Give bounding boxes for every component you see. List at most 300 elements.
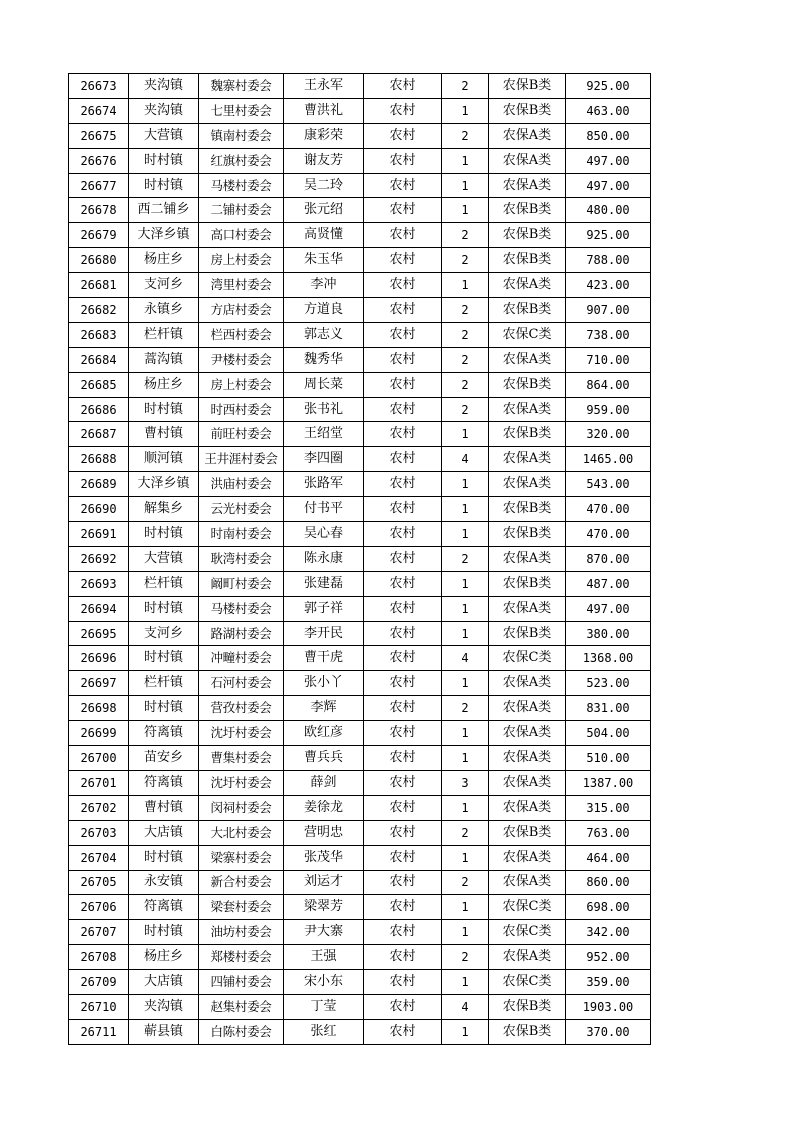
record-id-cell: 26673	[69, 74, 129, 99]
household-count-cell: 1	[442, 1019, 489, 1044]
town-cell: 符离镇	[129, 770, 199, 795]
record-id-cell: 26675	[69, 123, 129, 148]
town-cell: 栏杆镇	[129, 571, 199, 596]
village-committee-cell: 曹集村委会	[199, 746, 284, 771]
table-row	[69, 298, 651, 323]
amount-cell: 870.00	[566, 546, 651, 571]
village-committee-cell: 冲疃村委会	[199, 646, 284, 671]
village-committee-cell: 云光村委会	[199, 497, 284, 522]
insurance-category-cell: 农保A类	[489, 123, 566, 148]
amount-cell: 315.00	[566, 795, 651, 820]
town-cell: 杨庄乡	[129, 945, 199, 970]
area-type-cell: 农村	[364, 770, 442, 795]
insurance-category-cell: 农保B类	[489, 223, 566, 248]
insurance-category-cell: 农保A类	[489, 696, 566, 721]
village-committee-cell: 营孜村委会	[199, 696, 284, 721]
person-name-cell: 姜徐龙	[284, 795, 364, 820]
town-cell: 时村镇	[129, 148, 199, 173]
record-id-cell: 26708	[69, 945, 129, 970]
insurance-category-cell: 农保B类	[489, 298, 566, 323]
person-name-cell: 郭子祥	[284, 596, 364, 621]
household-count-cell: 1	[442, 273, 489, 298]
amount-cell: 342.00	[566, 920, 651, 945]
person-name-cell: 王绍堂	[284, 422, 364, 447]
area-type-cell: 农村	[364, 571, 442, 596]
person-name-cell: 张红	[284, 1019, 364, 1044]
town-cell: 大营镇	[129, 123, 199, 148]
table-row	[69, 621, 651, 646]
person-name-cell: 吴二玲	[284, 173, 364, 198]
town-cell: 时村镇	[129, 845, 199, 870]
area-type-cell: 农村	[364, 472, 442, 497]
insurance-category-cell: 农保B类	[489, 372, 566, 397]
town-cell: 西二铺乡	[129, 198, 199, 223]
town-cell: 永安镇	[129, 870, 199, 895]
person-name-cell: 张路军	[284, 472, 364, 497]
household-count-cell: 2	[442, 372, 489, 397]
village-committee-cell: 郑楼村委会	[199, 945, 284, 970]
insurance-category-cell: 农保A类	[489, 721, 566, 746]
village-committee-cell: 镇南村委会	[199, 123, 284, 148]
town-cell: 大营镇	[129, 546, 199, 571]
table-row	[69, 447, 651, 472]
insurance-category-cell: 农保B类	[489, 74, 566, 99]
town-cell: 大店镇	[129, 820, 199, 845]
amount-cell: 423.00	[566, 273, 651, 298]
amount-cell: 497.00	[566, 173, 651, 198]
household-count-cell: 1	[442, 522, 489, 547]
insurance-category-cell: 农保B类	[489, 522, 566, 547]
household-count-cell: 2	[442, 820, 489, 845]
town-cell: 曹村镇	[129, 422, 199, 447]
record-id-cell: 26683	[69, 322, 129, 347]
area-type-cell: 农村	[364, 845, 442, 870]
household-count-cell: 2	[442, 248, 489, 273]
area-type-cell: 农村	[364, 970, 442, 995]
amount-cell: 952.00	[566, 945, 651, 970]
table-row	[69, 372, 651, 397]
household-count-cell: 1	[442, 845, 489, 870]
town-cell: 苗安乡	[129, 746, 199, 771]
insurance-category-cell: 农保B类	[489, 497, 566, 522]
village-committee-cell: 七里村委会	[199, 98, 284, 123]
insurance-category-cell: 农保A类	[489, 795, 566, 820]
village-committee-cell: 油坊村委会	[199, 920, 284, 945]
household-count-cell: 2	[442, 74, 489, 99]
table-row	[69, 322, 651, 347]
table-row	[69, 1019, 651, 1044]
table-row	[69, 248, 651, 273]
insurance-category-cell: 农保B类	[489, 820, 566, 845]
record-id-cell: 26691	[69, 522, 129, 547]
amount-cell: 510.00	[566, 746, 651, 771]
record-id-cell: 26686	[69, 397, 129, 422]
insurance-category-cell: 农保C类	[489, 920, 566, 945]
amount-cell: 543.00	[566, 472, 651, 497]
village-committee-cell: 尹楼村委会	[199, 347, 284, 372]
area-type-cell: 农村	[364, 298, 442, 323]
record-id-cell: 26702	[69, 795, 129, 820]
person-name-cell: 张建磊	[284, 571, 364, 596]
table-row	[69, 795, 651, 820]
town-cell: 时村镇	[129, 522, 199, 547]
person-name-cell: 李辉	[284, 696, 364, 721]
household-count-cell: 1	[442, 895, 489, 920]
amount-cell: 738.00	[566, 322, 651, 347]
record-id-cell: 26692	[69, 546, 129, 571]
household-count-cell: 4	[442, 447, 489, 472]
amount-cell: 925.00	[566, 223, 651, 248]
record-id-cell: 26710	[69, 994, 129, 1019]
village-committee-cell: 湾里村委会	[199, 273, 284, 298]
table-row	[69, 198, 651, 223]
household-count-cell: 2	[442, 696, 489, 721]
person-name-cell: 王强	[284, 945, 364, 970]
record-id-cell: 26700	[69, 746, 129, 771]
household-count-cell: 2	[442, 546, 489, 571]
table-row	[69, 347, 651, 372]
table-row	[69, 497, 651, 522]
town-cell: 蒿沟镇	[129, 347, 199, 372]
household-count-cell: 2	[442, 123, 489, 148]
person-name-cell: 李开民	[284, 621, 364, 646]
amount-cell: 464.00	[566, 845, 651, 870]
person-name-cell: 方道良	[284, 298, 364, 323]
town-cell: 夹沟镇	[129, 98, 199, 123]
insurance-category-cell: 农保A类	[489, 173, 566, 198]
record-id-cell: 26685	[69, 372, 129, 397]
person-name-cell: 曹干虎	[284, 646, 364, 671]
area-type-cell: 农村	[364, 372, 442, 397]
insurance-category-cell: 农保B类	[489, 422, 566, 447]
village-committee-cell: 时西村委会	[199, 397, 284, 422]
table-row	[69, 173, 651, 198]
village-committee-cell: 方店村委会	[199, 298, 284, 323]
household-count-cell: 2	[442, 870, 489, 895]
insurance-category-cell: 农保A类	[489, 397, 566, 422]
village-committee-cell: 高口村委会	[199, 223, 284, 248]
table-row	[69, 845, 651, 870]
household-count-cell: 4	[442, 646, 489, 671]
area-type-cell: 农村	[364, 422, 442, 447]
area-type-cell: 农村	[364, 248, 442, 273]
table-row	[69, 646, 651, 671]
table-row	[69, 820, 651, 845]
insurance-category-cell: 农保C类	[489, 970, 566, 995]
person-name-cell: 尹大寨	[284, 920, 364, 945]
record-id-cell: 26687	[69, 422, 129, 447]
town-cell: 时村镇	[129, 920, 199, 945]
town-cell: 时村镇	[129, 696, 199, 721]
village-committee-cell: 四铺村委会	[199, 970, 284, 995]
insurance-category-cell: 农保A类	[489, 870, 566, 895]
person-name-cell: 张书礼	[284, 397, 364, 422]
table-row	[69, 870, 651, 895]
village-committee-cell: 魏寨村委会	[199, 74, 284, 99]
amount-cell: 504.00	[566, 721, 651, 746]
amount-cell: 1387.00	[566, 770, 651, 795]
amount-cell: 1465.00	[566, 447, 651, 472]
amount-cell: 359.00	[566, 970, 651, 995]
area-type-cell: 农村	[364, 895, 442, 920]
record-id-cell: 26681	[69, 273, 129, 298]
amount-cell: 907.00	[566, 298, 651, 323]
table-row	[69, 422, 651, 447]
record-id-cell: 26682	[69, 298, 129, 323]
household-count-cell: 1	[442, 472, 489, 497]
person-name-cell: 周长菜	[284, 372, 364, 397]
village-committee-cell: 路湖村委会	[199, 621, 284, 646]
village-committee-cell: 白陈村委会	[199, 1019, 284, 1044]
town-cell: 符离镇	[129, 721, 199, 746]
household-count-cell: 2	[442, 298, 489, 323]
village-committee-cell: 马楼村委会	[199, 596, 284, 621]
amount-cell: 860.00	[566, 870, 651, 895]
town-cell: 时村镇	[129, 173, 199, 198]
area-type-cell: 农村	[364, 746, 442, 771]
household-count-cell: 1	[442, 198, 489, 223]
insurance-category-cell: 农保B类	[489, 1019, 566, 1044]
amount-cell: 370.00	[566, 1019, 651, 1044]
person-name-cell: 欧红彦	[284, 721, 364, 746]
insurance-category-cell: 农保A类	[489, 148, 566, 173]
household-count-cell: 2	[442, 347, 489, 372]
area-type-cell: 农村	[364, 820, 442, 845]
amount-cell: 480.00	[566, 198, 651, 223]
record-id-cell: 26703	[69, 820, 129, 845]
amount-cell: 1903.00	[566, 994, 651, 1019]
record-id-cell: 26679	[69, 223, 129, 248]
insurance-category-cell: 农保B类	[489, 248, 566, 273]
amount-cell: 698.00	[566, 895, 651, 920]
area-type-cell: 农村	[364, 347, 442, 372]
town-cell: 时村镇	[129, 596, 199, 621]
area-type-cell: 农村	[364, 198, 442, 223]
town-cell: 时村镇	[129, 646, 199, 671]
table-row	[69, 920, 651, 945]
town-cell: 大泽乡镇	[129, 472, 199, 497]
insurance-category-cell: 农保A类	[489, 945, 566, 970]
table-row	[69, 571, 651, 596]
area-type-cell: 农村	[364, 273, 442, 298]
record-id-cell: 26690	[69, 497, 129, 522]
table-row	[69, 74, 651, 99]
town-cell: 时村镇	[129, 397, 199, 422]
town-cell: 栏杆镇	[129, 671, 199, 696]
table-row	[69, 994, 651, 1019]
table-row	[69, 522, 651, 547]
record-id-cell: 26689	[69, 472, 129, 497]
town-cell: 支河乡	[129, 273, 199, 298]
household-count-cell: 1	[442, 497, 489, 522]
area-type-cell: 农村	[364, 397, 442, 422]
insurance-category-cell: 农保B类	[489, 621, 566, 646]
area-type-cell: 农村	[364, 223, 442, 248]
household-count-cell: 1	[442, 920, 489, 945]
insurance-category-cell: 农保A类	[489, 472, 566, 497]
amount-cell: 497.00	[566, 148, 651, 173]
insurance-category-cell: 农保B类	[489, 571, 566, 596]
record-id-cell: 26677	[69, 173, 129, 198]
table-row	[69, 223, 651, 248]
table-row	[69, 123, 651, 148]
area-type-cell: 农村	[364, 671, 442, 696]
village-committee-cell: 阚町村委会	[199, 571, 284, 596]
person-name-cell: 郭志义	[284, 322, 364, 347]
town-cell: 顺河镇	[129, 447, 199, 472]
household-count-cell: 1	[442, 422, 489, 447]
record-id-cell: 26693	[69, 571, 129, 596]
person-name-cell: 付书平	[284, 497, 364, 522]
person-name-cell: 刘运才	[284, 870, 364, 895]
table-row	[69, 721, 651, 746]
area-type-cell: 农村	[364, 795, 442, 820]
area-type-cell: 农村	[364, 148, 442, 173]
household-count-cell: 1	[442, 746, 489, 771]
area-type-cell: 农村	[364, 721, 442, 746]
person-name-cell: 张元绍	[284, 198, 364, 223]
record-id-cell: 26707	[69, 920, 129, 945]
town-cell: 曹村镇	[129, 795, 199, 820]
area-type-cell: 农村	[364, 596, 442, 621]
record-id-cell: 26680	[69, 248, 129, 273]
village-committee-cell: 沈圩村委会	[199, 721, 284, 746]
village-committee-cell: 房上村委会	[199, 372, 284, 397]
amount-cell: 763.00	[566, 820, 651, 845]
amount-cell: 470.00	[566, 497, 651, 522]
area-type-cell: 农村	[364, 546, 442, 571]
village-committee-cell: 红旗村委会	[199, 148, 284, 173]
insurance-category-cell: 农保A类	[489, 546, 566, 571]
area-type-cell: 农村	[364, 646, 442, 671]
table-row	[69, 546, 651, 571]
household-count-cell: 1	[442, 795, 489, 820]
person-name-cell: 高贤懂	[284, 223, 364, 248]
amount-cell: 470.00	[566, 522, 651, 547]
record-id-cell: 26694	[69, 596, 129, 621]
amount-cell: 463.00	[566, 98, 651, 123]
town-cell: 杨庄乡	[129, 248, 199, 273]
village-committee-cell: 时南村委会	[199, 522, 284, 547]
area-type-cell: 农村	[364, 522, 442, 547]
insurance-category-cell: 农保C类	[489, 646, 566, 671]
town-cell: 杨庄乡	[129, 372, 199, 397]
table-row	[69, 98, 651, 123]
area-type-cell: 农村	[364, 994, 442, 1019]
village-committee-cell: 前旺村委会	[199, 422, 284, 447]
table-row	[69, 671, 651, 696]
insurance-category-cell: 农保A类	[489, 845, 566, 870]
insurance-category-cell: 农保B类	[489, 994, 566, 1019]
household-count-cell: 1	[442, 671, 489, 696]
amount-cell: 959.00	[566, 397, 651, 422]
table-row	[69, 397, 651, 422]
area-type-cell: 农村	[364, 447, 442, 472]
amount-cell: 523.00	[566, 671, 651, 696]
person-name-cell: 营明忠	[284, 820, 364, 845]
household-count-cell: 3	[442, 770, 489, 795]
record-id-cell: 26697	[69, 671, 129, 696]
person-name-cell: 梁翠芳	[284, 895, 364, 920]
insurance-category-cell: 农保A类	[489, 347, 566, 372]
person-name-cell: 李四圈	[284, 447, 364, 472]
town-cell: 大泽乡镇	[129, 223, 199, 248]
record-id-cell: 26695	[69, 621, 129, 646]
village-committee-cell: 梁寨村委会	[199, 845, 284, 870]
area-type-cell: 农村	[364, 945, 442, 970]
record-id-cell: 26704	[69, 845, 129, 870]
amount-cell: 380.00	[566, 621, 651, 646]
area-type-cell: 农村	[364, 497, 442, 522]
person-name-cell: 张茂华	[284, 845, 364, 870]
amount-cell: 320.00	[566, 422, 651, 447]
area-type-cell: 农村	[364, 173, 442, 198]
table-row	[69, 770, 651, 795]
town-cell: 永镇乡	[129, 298, 199, 323]
insurance-category-cell: 农保A类	[489, 746, 566, 771]
person-name-cell: 李冲	[284, 273, 364, 298]
table-row	[69, 472, 651, 497]
insurance-category-cell: 农保C类	[489, 322, 566, 347]
town-cell: 夹沟镇	[129, 994, 199, 1019]
person-name-cell: 张小丫	[284, 671, 364, 696]
town-cell: 夹沟镇	[129, 74, 199, 99]
village-committee-cell: 沈圩村委会	[199, 770, 284, 795]
person-name-cell: 朱玉华	[284, 248, 364, 273]
household-count-cell: 1	[442, 98, 489, 123]
person-name-cell: 魏秀华	[284, 347, 364, 372]
table-row	[69, 970, 651, 995]
area-type-cell: 农村	[364, 98, 442, 123]
village-committee-cell: 闵祠村委会	[199, 795, 284, 820]
area-type-cell: 农村	[364, 696, 442, 721]
insurance-category-cell: 农保A类	[489, 447, 566, 472]
village-committee-cell: 房上村委会	[199, 248, 284, 273]
record-id-cell: 26709	[69, 970, 129, 995]
area-type-cell: 农村	[364, 74, 442, 99]
area-type-cell: 农村	[364, 621, 442, 646]
household-count-cell: 1	[442, 721, 489, 746]
household-count-cell: 2	[442, 397, 489, 422]
table-row	[69, 945, 651, 970]
person-name-cell: 康彩荣	[284, 123, 364, 148]
village-committee-cell: 二铺村委会	[199, 198, 284, 223]
record-id-cell: 26706	[69, 895, 129, 920]
insurance-category-cell: 农保A类	[489, 596, 566, 621]
person-name-cell: 薛剑	[284, 770, 364, 795]
town-cell: 蕲县镇	[129, 1019, 199, 1044]
town-cell: 解集乡	[129, 497, 199, 522]
town-cell: 栏杆镇	[129, 322, 199, 347]
table-row	[69, 596, 651, 621]
record-id-cell: 26701	[69, 770, 129, 795]
amount-cell: 850.00	[566, 123, 651, 148]
insurance-category-cell: 农保B类	[489, 98, 566, 123]
person-name-cell: 曹兵兵	[284, 746, 364, 771]
amount-cell: 831.00	[566, 696, 651, 721]
insurance-category-cell: 农保A类	[489, 770, 566, 795]
village-committee-cell: 王井涯村委会	[199, 447, 284, 472]
person-name-cell: 谢友芳	[284, 148, 364, 173]
amount-cell: 1368.00	[566, 646, 651, 671]
record-id-cell: 26678	[69, 198, 129, 223]
village-committee-cell: 洪庙村委会	[199, 472, 284, 497]
amount-cell: 788.00	[566, 248, 651, 273]
insurance-category-cell: 农保B类	[489, 198, 566, 223]
person-name-cell: 丁莹	[284, 994, 364, 1019]
town-cell: 大店镇	[129, 970, 199, 995]
table-row	[69, 746, 651, 771]
